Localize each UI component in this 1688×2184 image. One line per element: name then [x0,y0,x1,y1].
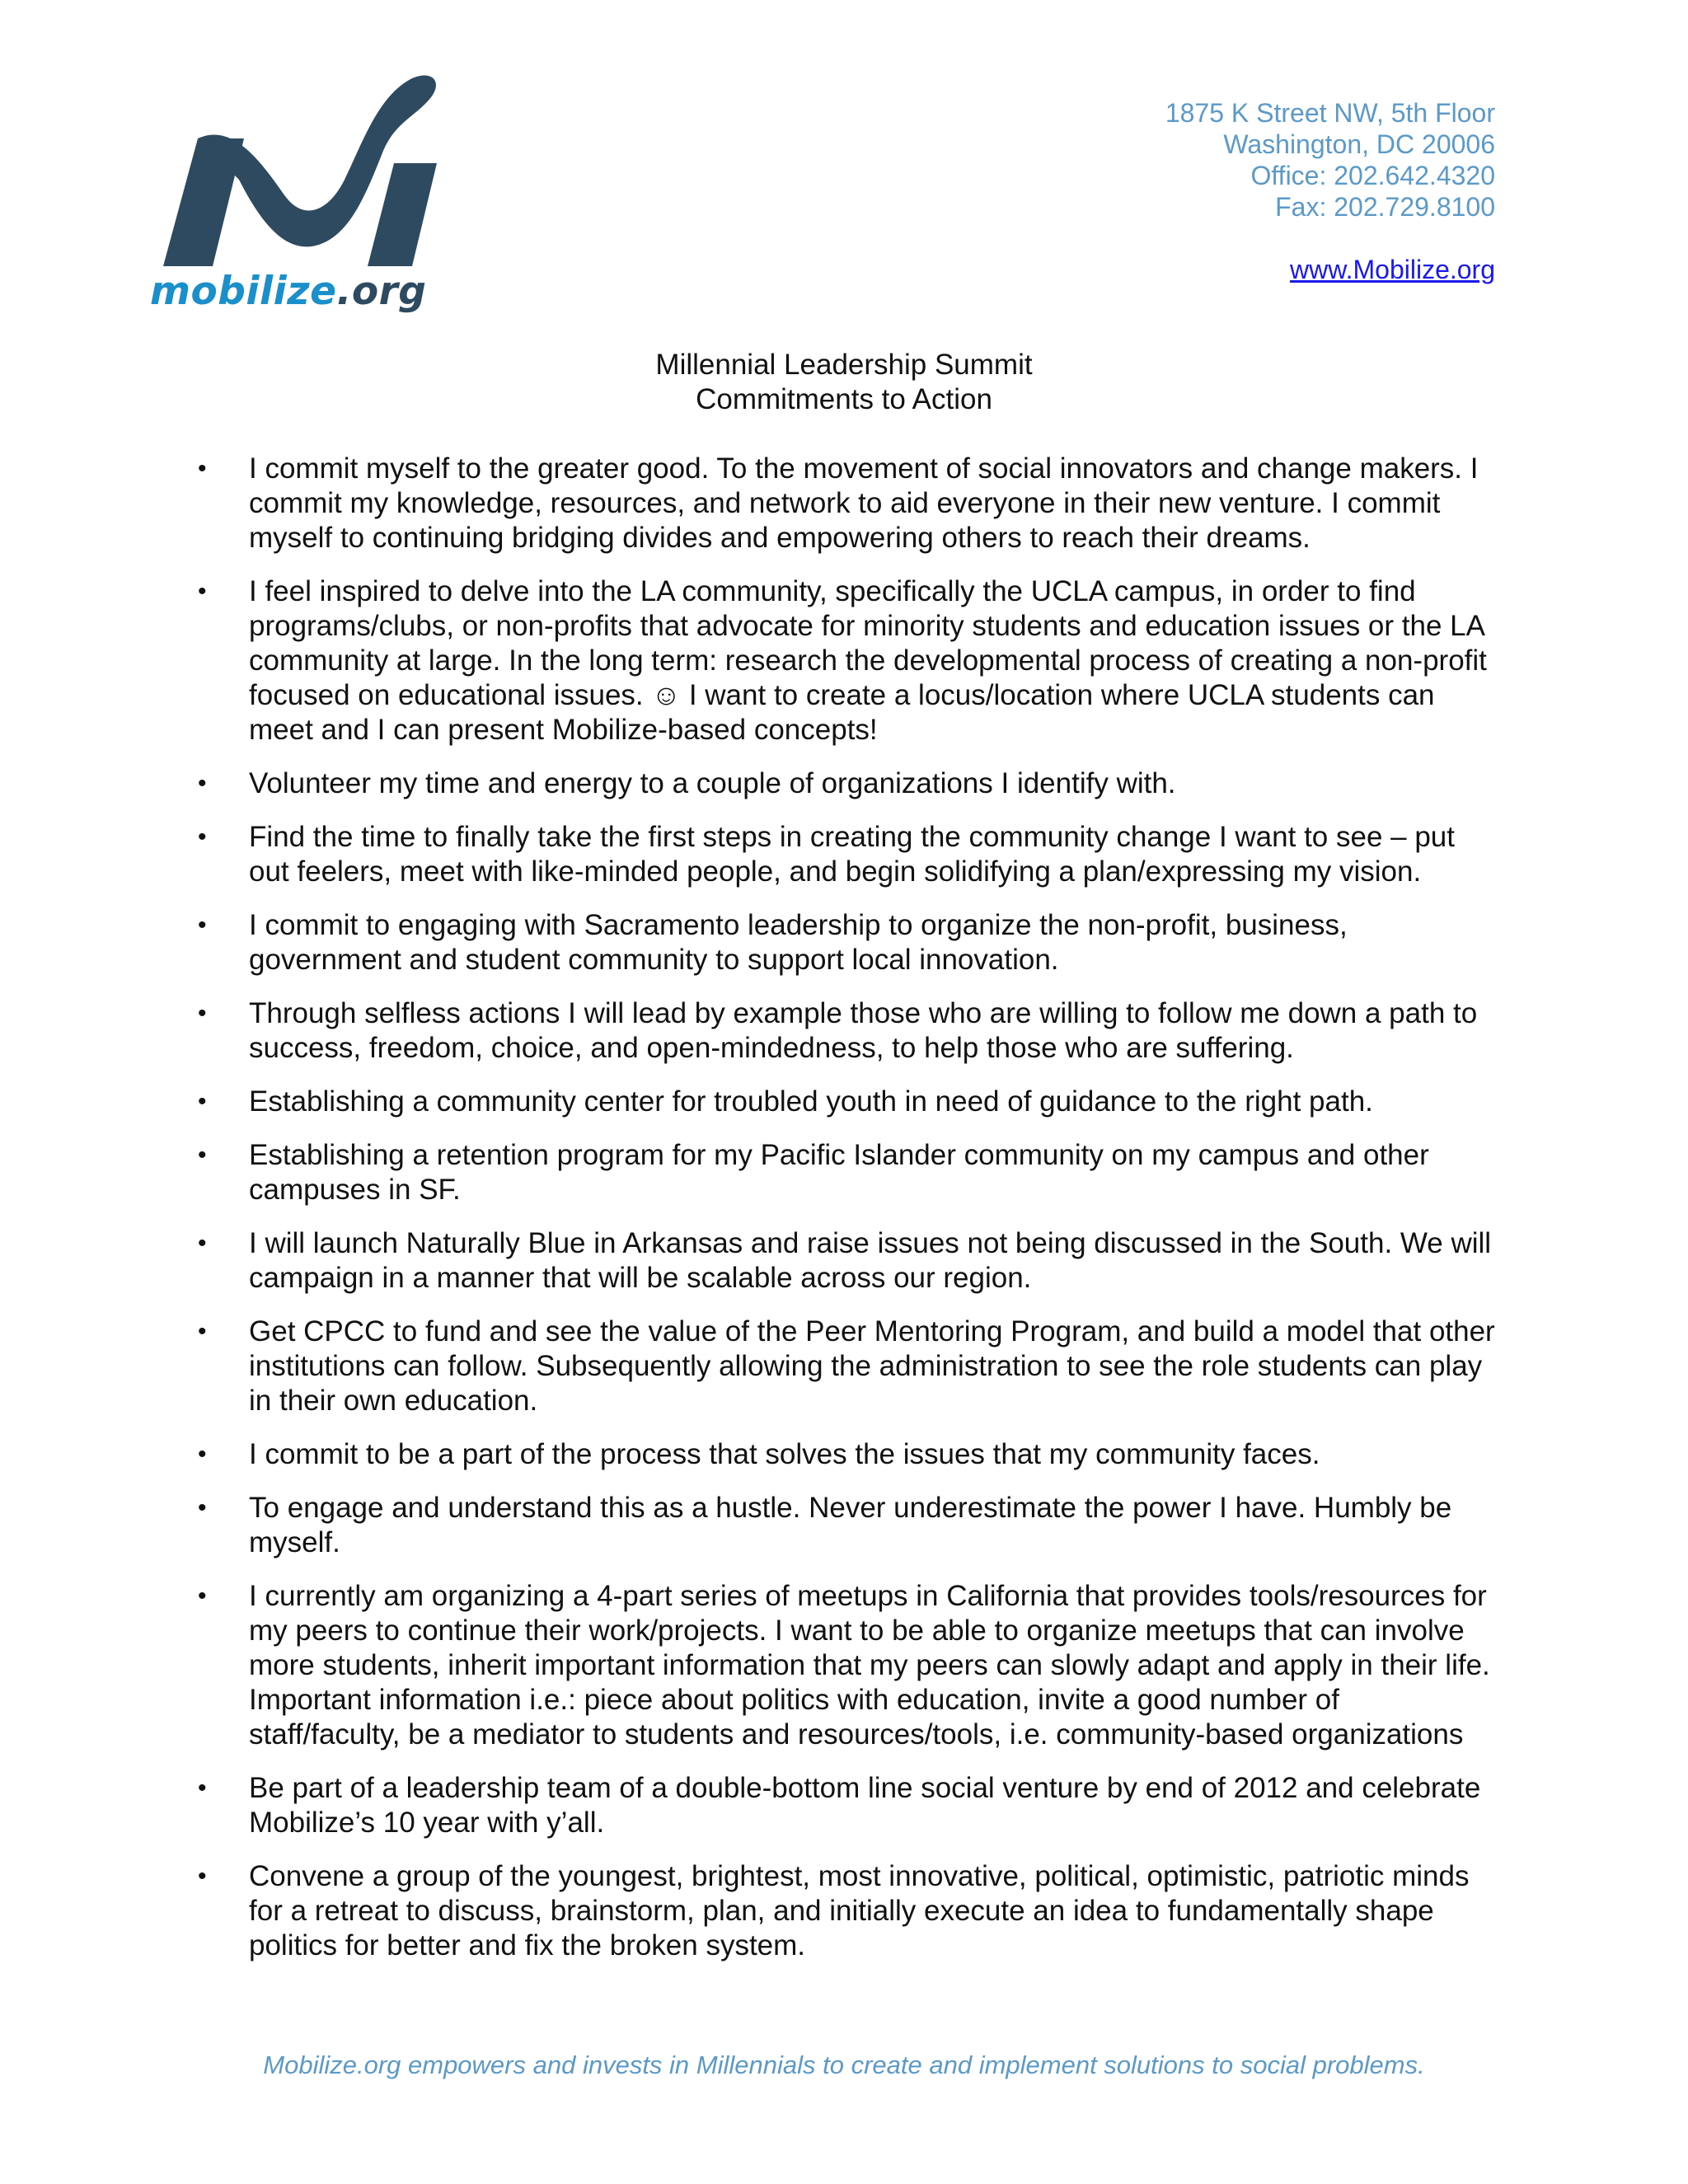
street-address: 1875 K Street NW, 5th Floor [1165,98,1495,128]
commitment-item [0,1226,1688,1296]
commitment-item [0,1579,1688,1752]
commitment-item [0,820,1688,889]
commitment-item [0,996,1688,1066]
commitment-item [0,1771,1688,1840]
fax-number: Fax: 202.729.8100 [1275,192,1495,222]
commitment-item [0,1085,1688,1119]
commitment-text: Convene a group of the youngest, brightest, most innovative, political, optimistic, patriotic minds for a retreat to discuss, brainstorm, plan, and initially execute an idea to fundamentally shape politics for better and fix the broken system. [249,1860,1470,1961]
commitments-list [0,452,1688,1982]
bullet-icon: • [198,1582,207,1610]
commitment-text: I commit to be a part of the process that solves the issues that my community faces. [249,1438,1320,1470]
logo-wordmark [150,269,426,314]
commitment-text: I feel inspired to delve into the LA community, specifically the UCLA campus, in order to find programs/clubs, or non-profits that advocate for minority students and education issues or the LA community at large. In the long term: research the developmental process of creating a non-profit focused on educational issues. ☺ I want to create a locus/location where UCLA students can meet and I can present Mobilize-based concepts! [249,575,1487,746]
website-link[interactable]: www.Mobilize.org [1290,255,1495,284]
commitment-text: Establishing a community center for troubled youth in need of guidance to the right path. [249,1085,1373,1118]
commitment-item [0,452,1688,555]
commitment-text: Volunteer my time and energy to a couple of organizations I identify with. [249,767,1176,799]
commitment-item [0,574,1688,748]
bullet-icon: • [198,1441,207,1468]
commitment-text: I currently am organizing a 4-part series of meetups in California that provides tools/resources for my peers to continue their work/projects. I want to be able to organize meetups that can involve more students, inherit important information that my peers can slowly adapt and apply in their life. Important information i.e.: piece about politics with education, invite a good number of staff/faculty, be a mediator to students and resources/tools, i.e. community-based organizations [249,1580,1490,1750]
bullet-icon: • [198,1863,207,1890]
logo-wordmark-main: mobilize [150,269,337,314]
document-subtitle: Commitments to Action [696,383,992,415]
mobilize-m-mark-icon [147,73,476,270]
commitment-text: I commit myself to the greater good. To the movement of social innovators and change makers. I commit my knowledge, resources, and network to aid everyone in their new venture. I commit myself to continuing bridging divides and empowering others to reach their dreams. [249,452,1479,554]
commitment-text: To engage and understand this as a hustle. Never underestimate the power I have. Humbly be myself. [249,1492,1452,1558]
document-title: Millennial Leadership Summit [655,349,1033,381]
commitment-item [0,1859,1688,1963]
commitment-item [0,1315,1688,1418]
footer-tagline: Mobilize.org empowers and invests in Millennials to create and implement solutions to social problems. [263,2050,1425,2079]
bullet-icon: • [198,912,207,939]
commitment-text: I commit to engaging with Sacramento leadership to organize the non-profit, business, government and student community to support local innovation. [249,909,1348,976]
commitment-item [0,908,1688,977]
bullet-icon: • [198,1000,207,1027]
commitment-text: Find the time to finally take the first steps in creating the community change I want to see – put out feelers, meet with like-minded people, and begin solidifying a plan/expressing my vision. [249,821,1455,888]
bullet-icon: • [198,578,207,605]
bullet-icon: • [198,1318,207,1345]
bullet-icon: • [198,1494,207,1521]
bullet-icon: • [198,823,207,851]
commitment-text: Get CPCC to fund and see the value of the Peer Mentoring Program, and build a model that other institutions can follow. Subsequently allowing the administration to see the role students can play in their own education. [249,1315,1495,1417]
commitment-item [0,1138,1688,1207]
mobilize-logo [147,73,476,328]
commitment-text: I will launch Naturally Blue in Arkansas and raise issues not being discussed in the South. We will campaign in a manner that will be scalable across our region. [249,1227,1492,1294]
commitment-text: Through selfless actions I will lead by example those who are willing to follow me down a path to success, freedom, choice, and open-mindedness, to help those who are suffering. [249,997,1478,1064]
commitment-item [0,1437,1688,1472]
commitment-item [0,1491,1688,1560]
bullet-icon: • [198,455,207,482]
document-heading [0,348,1688,417]
office-phone: Office: 202.642.4320 [1250,161,1495,190]
logo-wordmark-suffix: .org [336,269,427,314]
contact-block [1165,97,1495,285]
city-address: Washington, DC 20006 [1223,129,1495,159]
commitment-item [0,766,1688,801]
bullet-icon: • [198,1774,207,1802]
bullet-icon: • [198,770,207,797]
commitment-text: Establishing a retention program for my Pacific Islander community on my campus and other campuses in SF. [249,1139,1429,1206]
commitment-text: Be part of a leadership team of a double-bottom line social venture by end of 2012 and celebrate Mobilize’s 10 year with y’all. [249,1772,1481,1839]
bullet-icon: • [198,1088,207,1115]
bullet-icon: • [198,1230,207,1257]
bullet-icon: • [198,1141,207,1169]
